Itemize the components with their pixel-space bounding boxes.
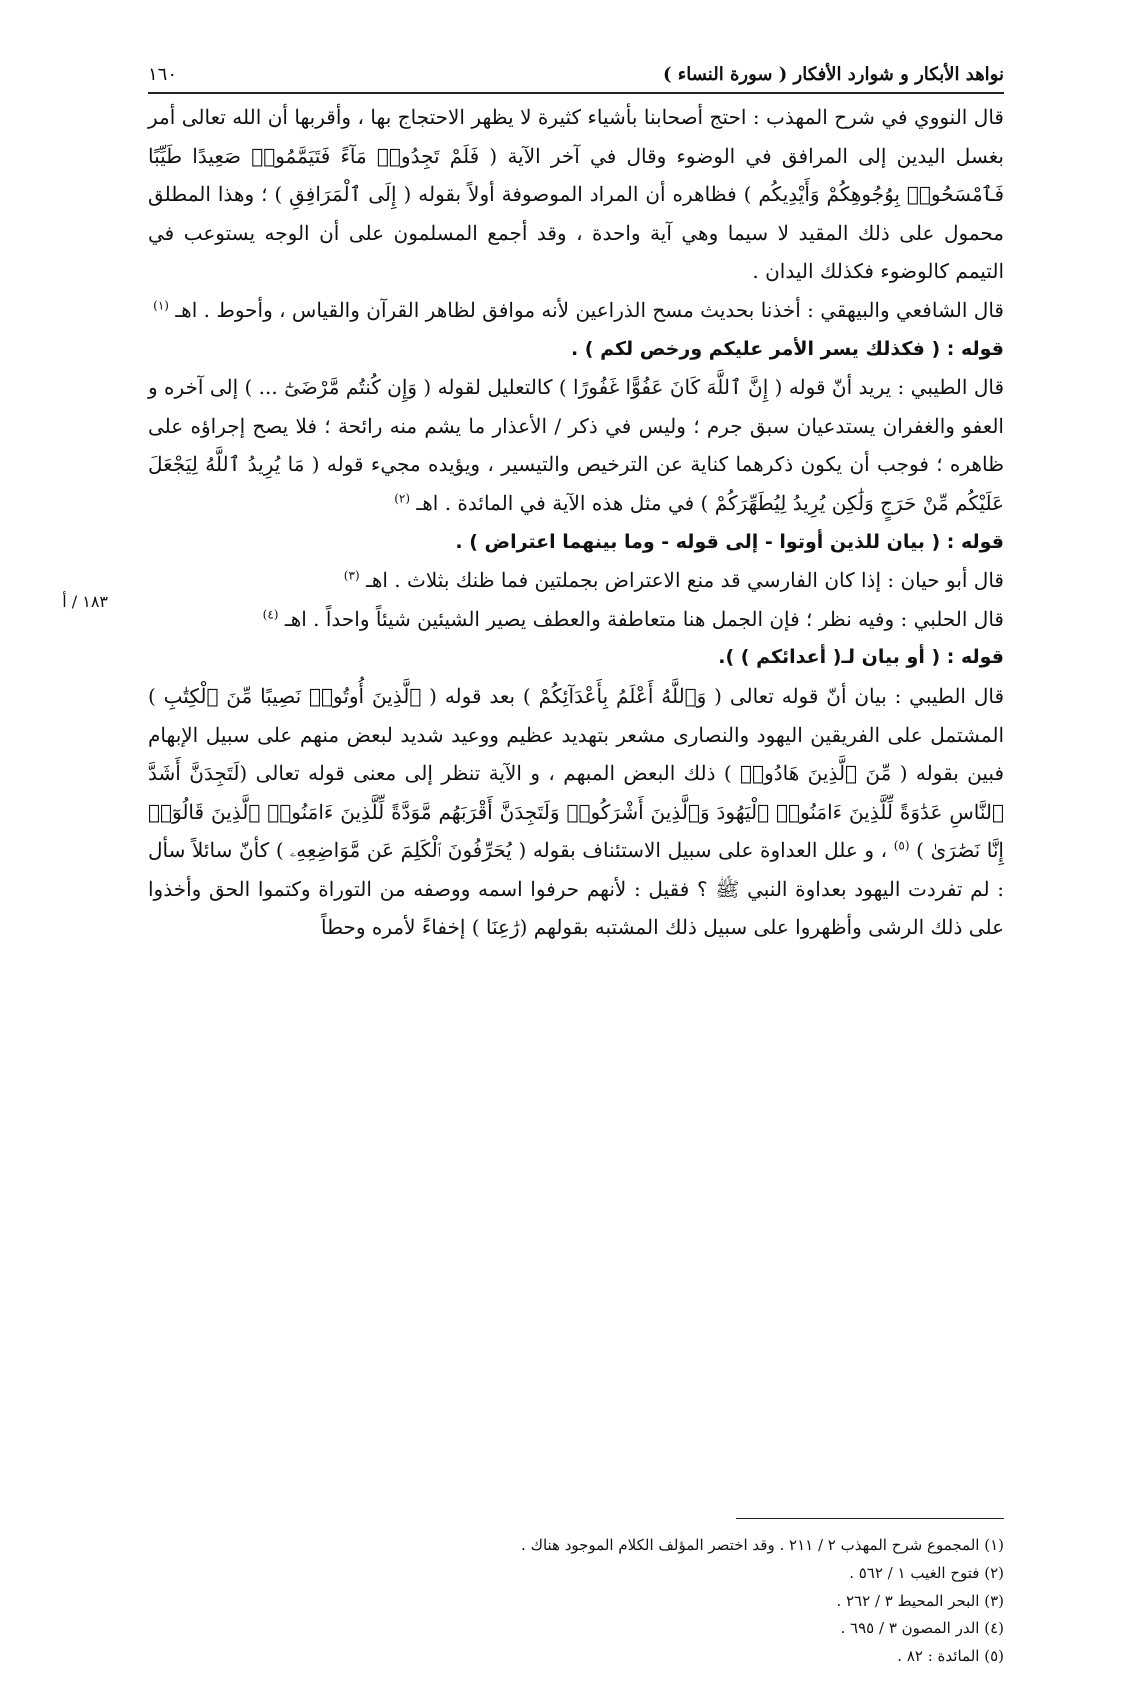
paragraph-tibi-1: قال الطيبي : يريد أنّ قوله ( إِنَّ ٱللَّهَ كَانَ عَفُوًّا غَفُورًا ) كالتعليل لقوله ( وَإِن كُنتُم مَّرْضَىٰٓ ... ) إلى آخره و العفو والغفران يستدعيان سبق جرم ؛ وليس في ذكر / الأعذار ما يشم منه رائحة ؛ فلا يصح إجراؤه على ظاهره ؛ فوجب أن يكون ذكرهما كناية عن الترخيص والتيسير ، ويؤيده مجيء قوله ( مَا يُرِيدُ ٱللَّهُ لِيَجْعَلَ عَلَيْكُم مِّنْ حَرَجٍ وَلَٰكِن يُرِيدُ لِيُطَهِّرَكُمْ ) في مثل هذه الآية في المائدة . اهـ $^{(٢)}$ [148, 375, 1005, 515]
page-number: ١٦٠ [148, 64, 178, 85]
paragraph-shafii: قال الشافعي والبيهقي : أخذنا بحديث مسح الذراعين لأنه موافق لظاهر القرآن والقياس ، وأحوط . اهـ $^{(١)}$ [153, 297, 1004, 322]
paragraph-abu-hayyan: قال أبو حيان : إذا كان الفارسي قد منع الاعتراض بجملتين فما ظنك بثلاث . اهـ $^{(٣)}$ [343, 568, 1004, 593]
paragraph-nawawi: قال النووي في شرح المهذب : احتج أصحابنا بأشياء كثيرة لا يظهر الاحتجاج بها ، وأقربها أن الله تعالى أمر بغسل اليدين إلى المرافق في الوضوء وقال في آخر الآية ( فَلَمْ تَجِدُوا۟ مَآءً فَتَيَمَّمُوا۟ صَعِيدًا طَيِّبًا فَٱمْسَحُوا۟ بِوُجُوهِكُمْ وَأَيْدِيكُم ) فظاهره أن المراد الموصوفة أولاً بقوله ( إِلَى ٱلْمَرَافِقِ ) ؛ وهذا المطلق محمول على ذلك المقيد لا سيما وهي آية واحدة ، وقد أجمع المسلمون على أن الوجه يستوعب في التيمم كالوضوء فكذلك اليدان . [148, 105, 1004, 284]
footnotes [148, 1532, 1004, 1671]
footnote: (٤) الدر المصون ٣ / ٦٩٥ . [840, 1619, 1004, 1638]
footnote-ref: (٢) [394, 491, 411, 506]
footnote: (٢) فتوح الغيب ١ / ٥٦٢ . [849, 1563, 1004, 1582]
running-header [148, 60, 1004, 94]
footnote-divider [736, 1518, 1004, 1519]
footnote: (٣) البحر المحيط ٣ / ٢٦٢ . [836, 1591, 1004, 1610]
footnote-ref: (٤) [262, 607, 279, 622]
paragraph-halabi: قال الحلبي : وفيه نظر ؛ فإن الجمل هنا متعاطفة والعطف يصير الشيئين شيئاً واحداً . اهـ $^{(٤)}$ [262, 606, 1004, 631]
footnote: (٥) المائدة : ٨٢ . [897, 1647, 1004, 1666]
paragraph-tibi-2: قال الطيبي : بيان أنّ قوله تعالى ( وَٱللَّهُ أَعْلَمُ بِأَعْدَآئِكُمْ ) بعد قوله ( ٱلَّذِينَ أُوتُوا۟ نَصِيبًا مِّنَ ٱلْكِتَٰبِ ) المشتمل على الفريقين اليهود والنصارى مشعر بتهديد عظيم ووعيد شديد لبعض منهم على سبيل الإبهام فبين بقوله ( مِّنَ ٱلَّذِينَ هَادُوا۟ ) ذلك البعض المبهم ، و الآية تنظر إلى معنى قوله تعالى (لَتَجِدَنَّ أَشَدَّ ٱلنَّاسِ عَدَٰوَةً لِّلَّذِينَ ءَامَنُوا۟ ٱلْيَهُودَ وَٱلَّذِينَ أَشْرَكُوا۟ وَلَتَجِدَنَّ أَقْرَبَهُم مَّوَدَّةً لِّلَّذِينَ ءَامَنُوا۟ ٱلَّذِينَ قَالُوٓا۟ إِنَّا نَصَٰرَىٰ ) $^{(٥)}$ ، و علل العداوة على سبيل الاستئناف بقوله ( يُحَرِّفُونَ ٱلْكَلِمَ عَن مَّوَاضِعِهِۦ ) كأنّ سائلاً سأل : لم تفردت اليهود بعداوة النبي ﷺ ؟ فقيل : لأنهم حرفوا اسمه ووصفه من التوراة وكتموا الحق وأخذوا على ذلك الرشى وأظهروا على سبيل ذلك المشتبه بقولهم (رَٰعِنَا ) إخفاءً لأمره وحطاً [148, 683, 1004, 940]
footnote-ref: (١) [153, 298, 169, 313]
section-heading: قوله : ( بيان للذين أوتوا - إلى قوله - وما بينهما اعتراض ) . [455, 530, 1004, 553]
main-text [148, 98, 1004, 947]
running-title: نواهد الأبكار و شوارد الأفكار ( سورة النساء ) [662, 64, 1004, 85]
footnote: (١) المجموع شرح المهذب ٢ / ٢١١ . وقد اختصر المؤلف الكلام الموجود هناك . [521, 1536, 1004, 1554]
footnote-ref: (٣) [343, 568, 360, 583]
footnote-ref: (٥) [893, 838, 910, 853]
manuscript-folio-marker: ١٨٣ / أ [62, 592, 108, 611]
section-heading: قوله : ( فكذلك يسر الأمر عليكم ورخص لكم ) . [570, 337, 1004, 360]
section-heading: قوله : ( أو بيان لـ( أعدائكم ) ). [718, 646, 1004, 669]
